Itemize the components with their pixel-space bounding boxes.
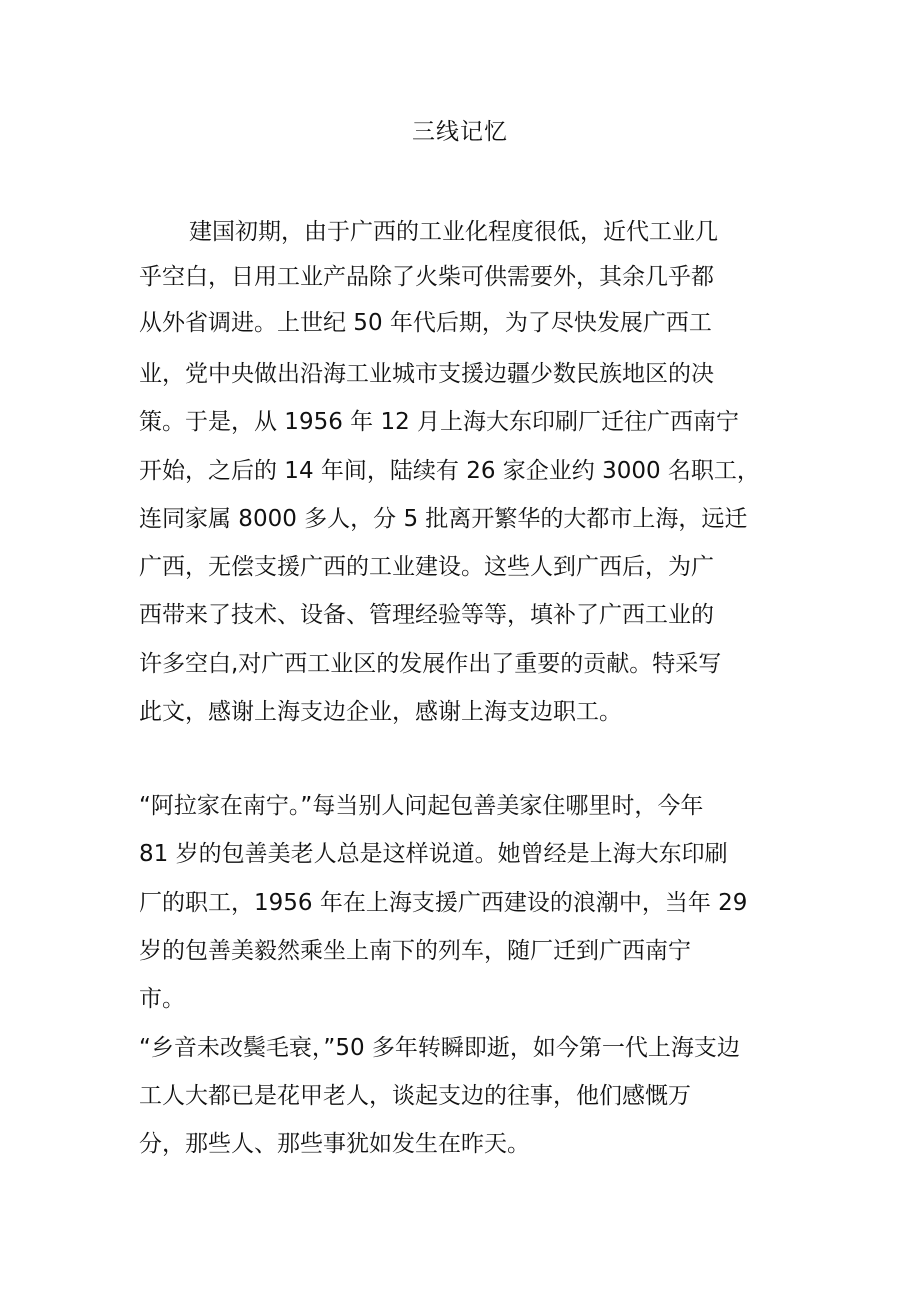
paragraph-1-line-2: 乎空白，日用工业产品除了火柴可供需要外，其余几乎都: [139, 264, 714, 290]
paragraph-2-line-1: “阿拉家在南宁。”每当别人问起包善美家住哪里时，今年: [139, 793, 704, 819]
paragraph-1-line-9: 西带来了技术、设备、管理经验等等，填补了广西工业的: [139, 602, 714, 628]
paragraph-3-line-1: “乡音未改鬓毛衰，”50 多年转瞬即逝，如今第一代上海支边: [139, 1035, 740, 1061]
paragraph-1-line-6: 开始，之后的 14 年间，陆续有 26 家企业约 3000 名职工，: [139, 458, 760, 484]
paragraph-1-line-7: 连同家属 8000 多人，分 5 批离开繁华的大都市上海，远迁: [139, 506, 748, 532]
paragraph-3-line-3: 分，那些人、那些事犹如发生在昨天。: [139, 1131, 530, 1157]
paragraph-1-line-3: 从外省调进。上世纪 50 年代后期，为了尽快发展广西工: [139, 310, 712, 336]
paragraph-2-line-5: 市。: [139, 986, 185, 1012]
paragraph-1-line-8: 广西，无偿支援广西的工业建设。这些人到广西后，为广: [139, 554, 714, 580]
paragraph-1-line-10: 许多空白,对广西工业区的发展作出了重要的贡献。特采写: [139, 651, 722, 677]
paragraph-1-line-11: 此文，感谢上海支边企业，感谢上海支边职工。: [139, 699, 622, 725]
paragraph-1-line-1: 建国初期，由于广西的工业化程度很低，近代工业几: [189, 219, 718, 245]
paragraph-3-line-2: 工人大都已是花甲老人，谈起支边的往事，他们感慨万: [139, 1083, 691, 1109]
paragraph-2-line-4: 岁的包善美毅然乘坐上南下的列车，随厂迁到广西南宁: [139, 938, 691, 964]
paragraph-1-line-5: 策。于是，从 1956 年 12 月上海大东印刷厂迁往广西南宁: [139, 409, 740, 435]
paragraph-2-line-3: 厂的职工，1956 年在上海支援广西建设的浪潮中，当年 29: [139, 890, 748, 916]
document-title: 三线记忆: [412, 119, 508, 145]
paragraph-2-line-2: 81 岁的包善美老人总是这样说道。她曾经是上海大东印刷: [139, 841, 728, 867]
paragraph-1-line-4: 业，党中央做出沿海工业城市支援边疆少数民族地区的决: [139, 361, 714, 387]
